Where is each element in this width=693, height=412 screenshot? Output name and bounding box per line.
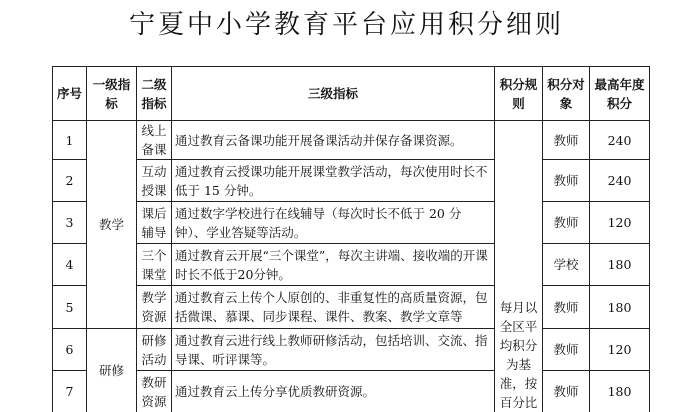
table-row <box>53 371 650 412</box>
header-level2: 二级指标 <box>137 67 172 121</box>
header-seq: 序号 <box>53 67 87 121</box>
row-target: 教师 <box>543 286 590 329</box>
row-target: 教师 <box>543 329 590 371</box>
row-level2: 互动授课 <box>137 160 172 202</box>
row-max: 180 <box>590 371 650 412</box>
row-target: 教师 <box>543 121 590 160</box>
row-max: 120 <box>590 329 650 371</box>
group-teaching: 教学 <box>87 121 137 329</box>
row-level3: 通过教育云备课功能开展备课活动并保存备课资源。 <box>172 121 495 160</box>
row-seq: 1 <box>53 121 87 160</box>
table-row <box>53 121 650 160</box>
row-max: 120 <box>590 202 650 244</box>
row-level2: 研修活动 <box>137 329 172 371</box>
header-max: 最高年度积分 <box>590 67 650 121</box>
row-level3: 通过教育云上传个人原创的、非重复性的高质量资源，包括微课、慕课、同步课程、课件、教案、教学文章等 <box>172 286 495 329</box>
row-level3: 通过教育云开展“三个课堂”，每次主讲端、接收端的开课时长不低于20分钟。 <box>172 244 495 286</box>
table-row <box>53 286 650 329</box>
row-max: 180 <box>590 286 650 329</box>
header-rule: 积分规则 <box>495 67 543 121</box>
points-rules-table <box>52 66 650 412</box>
header-level1: 一级指标 <box>87 67 137 121</box>
table-row <box>53 244 650 286</box>
table-row <box>53 329 650 371</box>
group-research: 研修 <box>87 329 137 412</box>
row-level2: 教学资源 <box>137 286 172 329</box>
row-target: 学校 <box>543 244 590 286</box>
table-row <box>53 160 650 202</box>
row-seq: 3 <box>53 202 87 244</box>
row-level2: 线上备课 <box>137 121 172 160</box>
row-target: 教师 <box>543 202 590 244</box>
row-level3: 通过教育云上传分享优质教研资源。 <box>172 371 495 412</box>
row-seq: 7 <box>53 371 87 412</box>
row-max: 240 <box>590 121 650 160</box>
table-row <box>53 202 650 244</box>
points-rule-cell: 每月以全区平均积分为基准，按百分比 <box>495 121 543 412</box>
header-target: 积分对象 <box>543 67 590 121</box>
row-level3: 通过教育云进行线上教师研修活动，包括培训、交流、指导课、听评课等。 <box>172 329 495 371</box>
row-seq: 4 <box>53 244 87 286</box>
row-target: 教师 <box>543 160 590 202</box>
table-header-row <box>53 67 650 121</box>
row-seq: 5 <box>53 286 87 329</box>
row-level3: 通过教育云授课功能开展课堂教学活动，每次使用时长不低于 15 分钟。 <box>172 160 495 202</box>
row-level3: 通过数字学校进行在线辅导（每次时长不低于 20 分钟）、学业答疑等活动。 <box>172 202 495 244</box>
row-seq: 6 <box>53 329 87 371</box>
row-max: 180 <box>590 244 650 286</box>
row-max: 240 <box>590 160 650 202</box>
row-seq: 2 <box>53 160 87 202</box>
row-level2: 三个课堂 <box>137 244 172 286</box>
row-level2: 课后辅导 <box>137 202 172 244</box>
header-level3: 三级指标 <box>172 67 495 121</box>
page-title: 宁夏中小学教育平台应用积分细则 <box>128 10 564 40</box>
row-target: 教师 <box>543 371 590 412</box>
row-level2: 教研资源 <box>137 371 172 412</box>
